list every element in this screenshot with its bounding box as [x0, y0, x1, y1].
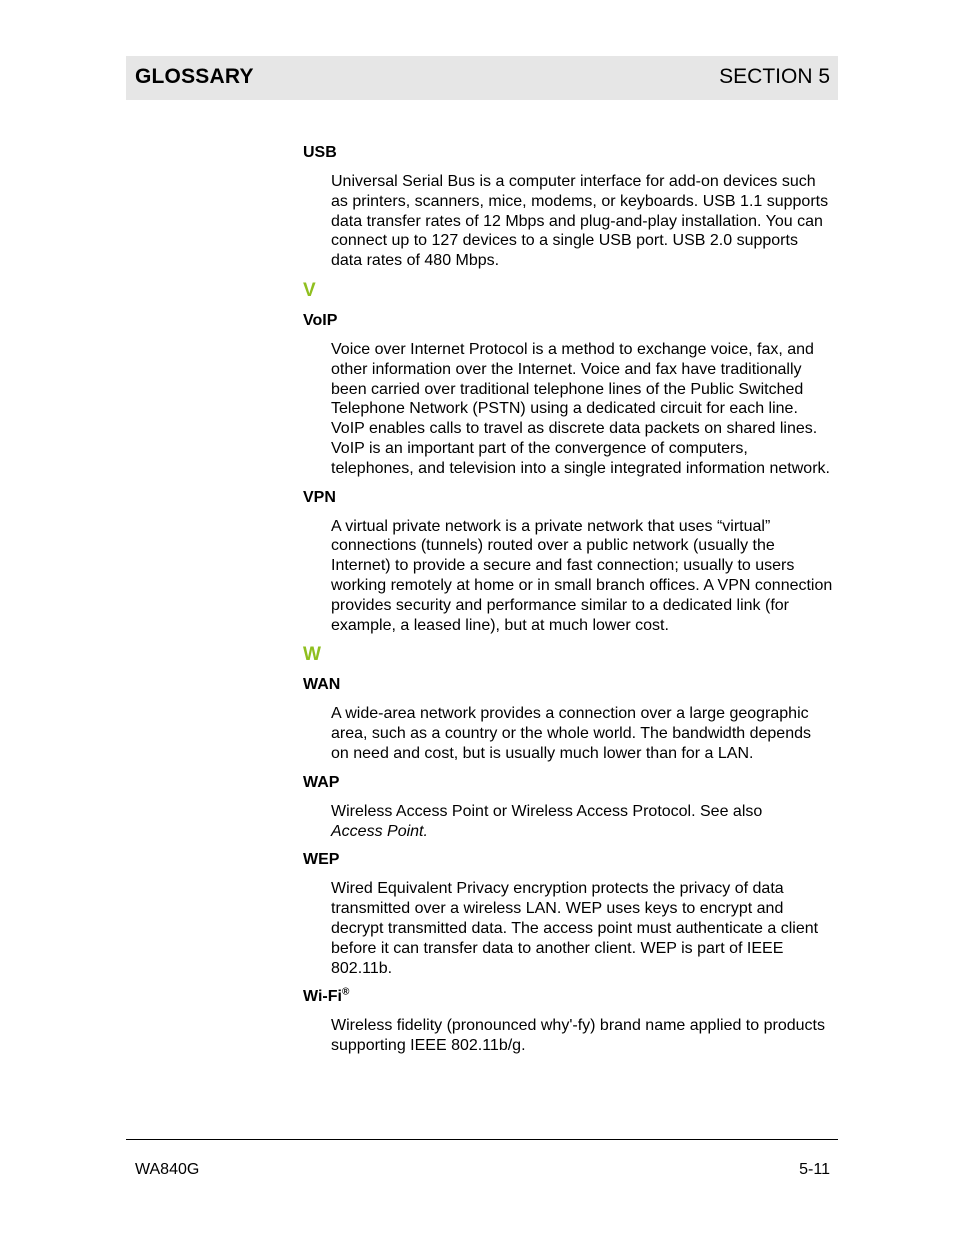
- definition-wap-reference: Access Point.: [331, 822, 428, 840]
- header-section: SECTION 5: [719, 65, 830, 88]
- letter-heading-v: V: [303, 279, 316, 301]
- footer-product: WA840G: [135, 1161, 200, 1178]
- letter-heading-w: W: [303, 644, 321, 666]
- definition-usb: Universal Serial Bus is a computer interface for add-on devices such as printers, scanners, mice, modems, or keyboards. USB 1.1 supports data transfer rates of 12 Mbps and plug-and-play installation. You can connect up to 127 devices to a single USB port. USB 2.0 supports data rates of 480 Mbps.: [331, 173, 829, 270]
- term-wap: WAP: [303, 773, 340, 791]
- term-usb: USB: [303, 144, 337, 161]
- definition-voip: Voice over Internet Protocol is a method to exchange voice, fax, and other information over the Internet. Voice and fax have traditionally been carried over traditional telephone lines of the Public Switched Telephone Network (PSTN) using a dedicated circuit for each line. VoIP enables calls to travel as discrete data packets on shared lines. VoIP is an important part of the convergence of computers, telephones, and television into a single integrated information network.: [331, 340, 830, 477]
- registered-mark: ®: [341, 986, 350, 998]
- section-header: [126, 56, 838, 100]
- definition-vpn: A virtual private network is a private network that uses “virtual” connections (tunnels) routed over a public network (usually the Internet) to provide a secure and fast connection; usually to users working remotely at home or in small branch offices. A VPN connection provides security and performance similar to a dedicated link (for example, a leased line), but at much lower cost.: [331, 517, 833, 634]
- term-wan: WAN: [303, 676, 341, 694]
- glossary-content: [303, 143, 833, 1065]
- term-voip: VoIP: [303, 311, 338, 329]
- header-title: GLOSSARY: [135, 65, 254, 88]
- term-vpn: VPN: [303, 488, 336, 506]
- definition-wap-text: Wireless Access Point or Wireless Access Protocol. See also: [331, 802, 763, 820]
- footer-page-number: 5-11: [799, 1161, 830, 1178]
- term-wep: WEP: [303, 851, 340, 869]
- footer-divider: [126, 1139, 838, 1140]
- definition-wifi: Wireless fidelity (pronounced why'-fy) brand name applied to products supporting IEEE 802.11b/g.: [331, 1017, 825, 1055]
- definition-wep: Wired Equivalent Privacy encryption protects the privacy of data transmitted over a wireless LAN. WEP uses keys to encrypt and decrypt transmitted data. The access point must authenticate a client before it can transfer data to another client. WEP is part of IEEE 802.11b.: [331, 880, 819, 977]
- definition-wan: A wide-area network provides a connection over a large geographic area, such as a country or the whole world. The bandwidth depends on need and cost, but is usually much lower than for a LAN.: [331, 705, 811, 762]
- definition-wap: [331, 802, 833, 842]
- term-wifi: [303, 987, 833, 1007]
- term-wifi-text: Wi-Fi: [303, 988, 342, 1006]
